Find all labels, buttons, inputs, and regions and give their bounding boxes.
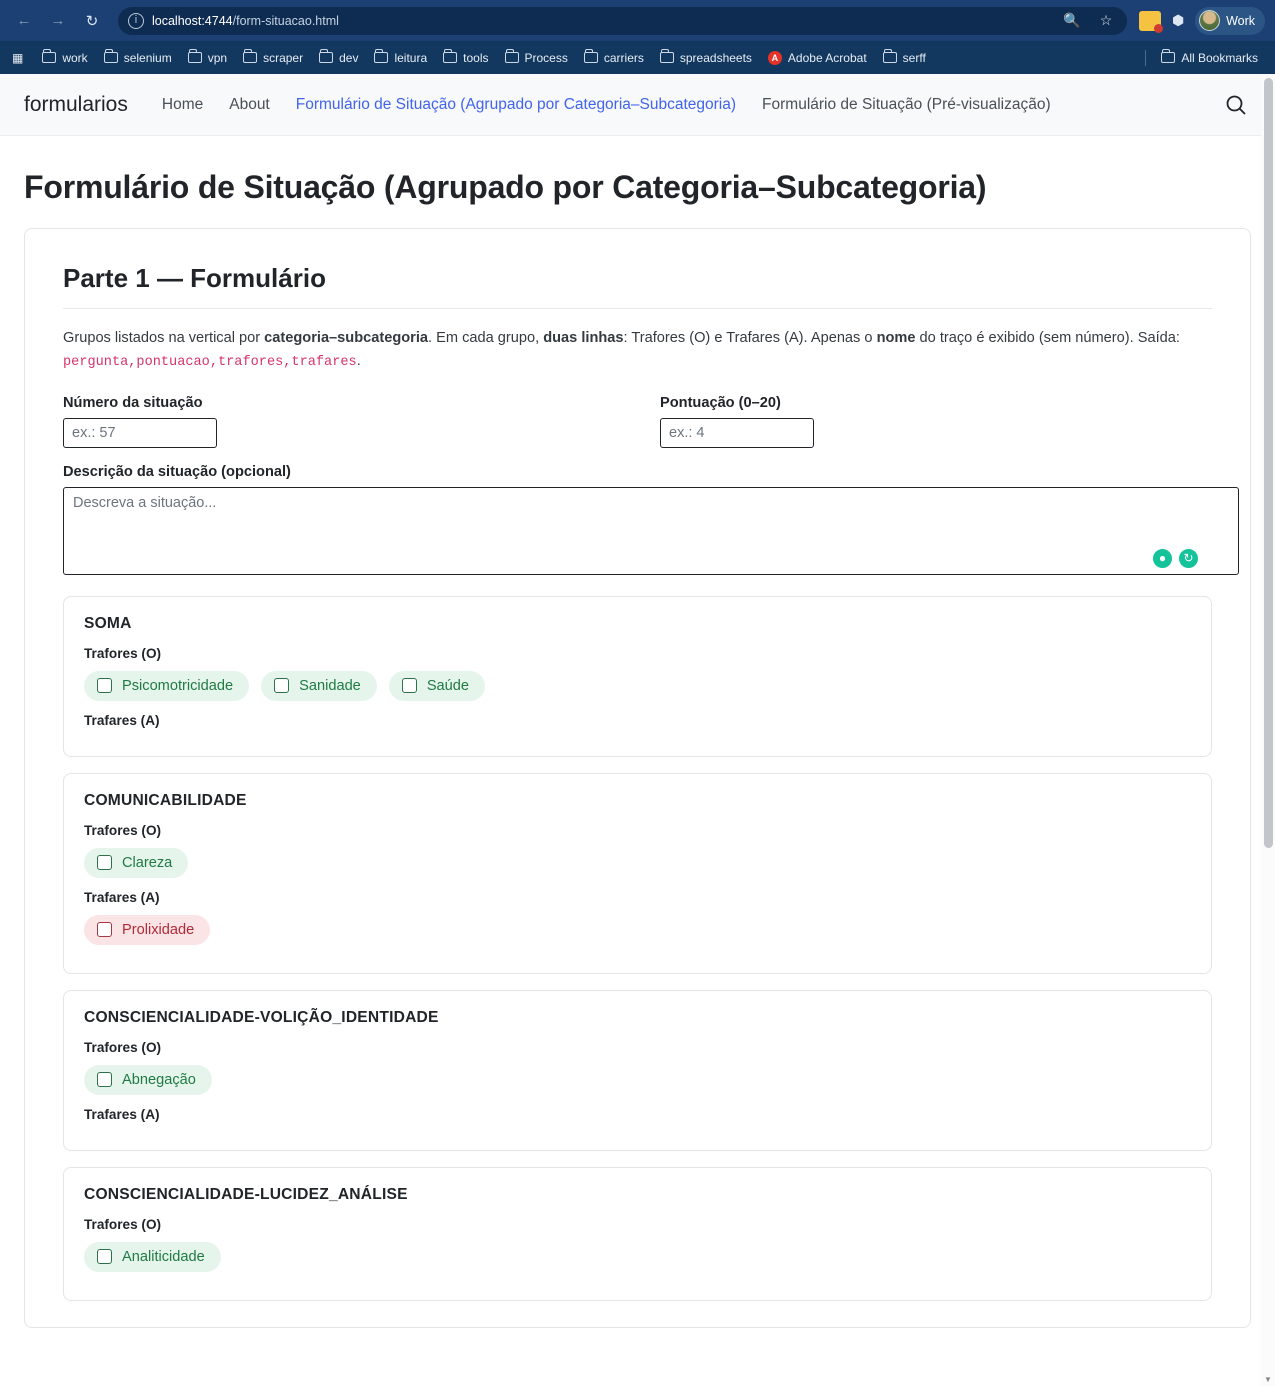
scroll-down-arrow[interactable]: ▼ <box>1264 1374 1272 1384</box>
reload-icon[interactable]: ↻ <box>85 12 99 30</box>
intro-bold: duas linhas <box>543 330 624 346</box>
bookmark-label: vpn <box>207 50 228 65</box>
bookmark-label: Process <box>524 50 568 65</box>
descricao-textarea[interactable] <box>63 487 1239 575</box>
bookmark-scraper[interactable] <box>236 48 310 68</box>
divider <box>1145 50 1146 66</box>
chip-prolixidade[interactable] <box>84 915 210 945</box>
bookmark-dev[interactable] <box>312 48 365 68</box>
bookmark-carriers[interactable] <box>577 48 651 68</box>
extension-icon[interactable] <box>1139 11 1161 31</box>
bookmark-label: scraper <box>263 50 304 65</box>
trafores-label: Trafores (O) <box>84 822 162 838</box>
chip-psicomotricidade[interactable] <box>84 671 249 701</box>
folder-icon <box>188 52 202 63</box>
avatar <box>1199 10 1220 31</box>
output-format-code: pergunta,pontuacao,trafores,trafares <box>63 354 357 370</box>
chip-label: Prolixidade <box>122 921 195 938</box>
bookmark-serff[interactable] <box>876 48 933 68</box>
chip-abnegacao[interactable] <box>84 1065 212 1095</box>
adobe-acrobat-icon: A <box>768 51 782 65</box>
bookmark-label: work <box>62 50 88 65</box>
chip-label: Analiticidade <box>122 1248 205 1265</box>
checkbox-icon[interactable] <box>97 1249 112 1264</box>
page-viewport <box>0 74 1275 1386</box>
forward-arrow-icon[interactable]: → <box>50 12 66 29</box>
all-bookmarks-button[interactable] <box>1154 48 1265 68</box>
field-row <box>63 395 1212 464</box>
folder-icon <box>1161 52 1175 63</box>
chip-label: Saúde <box>426 677 470 694</box>
divider <box>63 308 1212 309</box>
chip-label: Abnegação <box>122 1071 196 1088</box>
grammarly-refresh-icon[interactable]: ↻ <box>1177 547 1200 570</box>
address-bar[interactable] <box>118 7 1127 35</box>
group-consciencialidade-lucidez-analise <box>63 1167 1212 1301</box>
chip-label: Clareza <box>122 854 173 871</box>
intro-bold: nome <box>876 330 916 346</box>
checkbox-icon[interactable] <box>97 922 112 937</box>
trafores-chips <box>84 671 1191 701</box>
bookmark-label: Adobe Acrobat <box>787 50 867 65</box>
chip-clareza[interactable] <box>84 848 188 878</box>
trafores-chips <box>84 1242 1191 1272</box>
group-title: SOMA <box>84 614 132 632</box>
folder-icon <box>584 52 598 63</box>
nav-link-home[interactable]: Home <box>161 95 204 113</box>
folder-icon <box>505 52 519 63</box>
zoom-icon[interactable]: 🔍 <box>1063 12 1081 28</box>
bookmark-selenium[interactable] <box>97 48 179 68</box>
intro-segment: . Em cada grupo, <box>428 330 544 346</box>
nav-link-about[interactable]: About <box>229 95 270 113</box>
grammarly-widget[interactable] <box>1151 547 1200 570</box>
bookmark-label: leitura <box>394 50 428 65</box>
intro-bold: categoria–subcategoria <box>264 330 429 346</box>
chip-saude[interactable] <box>389 671 485 701</box>
field-descricao <box>63 464 1212 580</box>
part-title: Parte 1 — Formulário <box>63 263 326 293</box>
pontuacao-input[interactable] <box>660 418 814 448</box>
trafares-chips <box>84 915 1191 945</box>
page-title: Formulário de Situação (Agrupado por Categoria–Subcategoria) <box>24 169 987 205</box>
field-numero-situacao <box>63 395 660 448</box>
checkbox-icon[interactable] <box>274 678 289 693</box>
folder-icon <box>443 52 457 63</box>
page-scrollbar[interactable] <box>1261 74 1275 1386</box>
site-brand[interactable]: formularios <box>24 92 128 116</box>
folder-icon <box>42 52 56 63</box>
trafores-label: Trafores (O) <box>84 1039 162 1055</box>
site-info-icon[interactable]: i <box>128 13 144 29</box>
folder-icon <box>319 52 333 63</box>
grammarly-logo-icon[interactable]: ● <box>1151 547 1174 570</box>
group-soma <box>63 596 1212 757</box>
group-consciencialidade-volicao-identidade <box>63 990 1212 1151</box>
bookmark-label: serff <box>902 50 926 65</box>
folder-icon <box>374 52 388 63</box>
trafares-label: Trafares (A) <box>84 889 160 905</box>
chip-label: Sanidade <box>299 677 361 694</box>
group-comunicabilidade <box>63 773 1212 974</box>
group-title: COMUNICABILIDADE <box>84 791 247 809</box>
browser-chrome <box>0 0 1275 74</box>
profile-label: Work <box>1226 13 1255 28</box>
browser-toolbar <box>0 0 1275 41</box>
trafores-chips <box>84 1065 1191 1095</box>
bookmarks-bar <box>0 41 1275 74</box>
site-navbar <box>0 74 1275 136</box>
bookmark-label: carriers <box>603 50 644 65</box>
group-title: CONSCIENCIALIDADE-LUCIDEZ_ANÁLISE <box>84 1185 408 1203</box>
all-bookmarks-label: All Bookmarks <box>1181 50 1258 65</box>
numero-situacao-input[interactable] <box>63 418 217 448</box>
trafares-label: Trafares (A) <box>84 712 160 728</box>
nav-link-formulario-agrupado[interactable]: Formulário de Situação (Agrupado por Categoria–Subcategoria) <box>295 95 737 113</box>
nav-link-formulario-previsualizacao[interactable]: Formulário de Situação (Pré-visualização) <box>762 95 1051 113</box>
trafores-chips <box>84 848 1191 878</box>
intro-text <box>63 327 1212 373</box>
intro-segment: . <box>356 352 361 369</box>
trafores-label: Trafores (O) <box>84 1216 162 1232</box>
folder-icon <box>883 52 897 63</box>
intro-segment: Grupos listados na vertical por <box>63 330 265 346</box>
bookmark-star-icon[interactable]: ☆ <box>1099 12 1113 28</box>
descricao-label: Descrição da situação (opcional) <box>63 463 291 480</box>
bookmark-label: spreadsheets <box>679 50 752 65</box>
search-icon[interactable] <box>1221 90 1251 120</box>
scrollbar-thumb[interactable] <box>1264 78 1273 848</box>
apps-grid-icon[interactable]: ▦ <box>12 50 24 65</box>
form-card <box>24 228 1251 1328</box>
url-path: /form-situacao.html <box>232 13 339 28</box>
folder-icon <box>104 52 118 63</box>
chip-sanidade[interactable] <box>261 671 377 701</box>
trafares-label: Trafares (A) <box>84 1106 160 1122</box>
checkbox-icon[interactable] <box>97 855 112 870</box>
checkbox-icon[interactable] <box>97 678 112 693</box>
group-title: CONSCIENCIALIDADE-VOLIÇÃO_IDENTIDADE <box>84 1008 439 1026</box>
chip-label: Psicomotricidade <box>122 677 234 694</box>
checkbox-icon[interactable] <box>402 678 417 693</box>
bookmark-adobe-acrobat[interactable] <box>761 48 874 68</box>
page-content <box>0 169 1275 1328</box>
folder-icon <box>660 52 674 63</box>
bookmark-work[interactable] <box>35 48 94 68</box>
field-pontuacao <box>660 395 814 448</box>
url-text <box>152 14 339 28</box>
intro-segment: do traço é exibido (sem número). Saída: <box>915 330 1180 346</box>
chip-analiticidade[interactable] <box>84 1242 221 1272</box>
bookmark-leitura[interactable] <box>367 48 434 68</box>
checkbox-icon[interactable] <box>97 1072 112 1087</box>
bookmark-process[interactable] <box>498 48 575 68</box>
back-arrow-icon[interactable]: ← <box>16 12 32 29</box>
bookmark-label: tools <box>463 50 489 65</box>
trafores-label: Trafores (O) <box>84 645 162 661</box>
url-host: localhost:4744 <box>152 13 233 28</box>
bookmark-tools[interactable] <box>436 48 495 68</box>
pontuacao-label: Pontuação (0–20) <box>660 394 781 411</box>
intro-segment: : Trafores (O) e Trafares (A). Apenas o <box>623 330 877 346</box>
bookmark-label: dev <box>339 50 359 65</box>
profile-button[interactable] <box>1195 7 1265 35</box>
extensions-puzzle-icon[interactable]: ⬢ <box>1171 12 1185 28</box>
bookmark-vpn[interactable] <box>181 48 234 68</box>
numero-situacao-label: Número da situação <box>63 394 203 411</box>
bookmark-label: selenium <box>123 50 172 65</box>
folder-icon <box>243 52 257 63</box>
bookmark-spreadsheets[interactable] <box>653 48 759 68</box>
